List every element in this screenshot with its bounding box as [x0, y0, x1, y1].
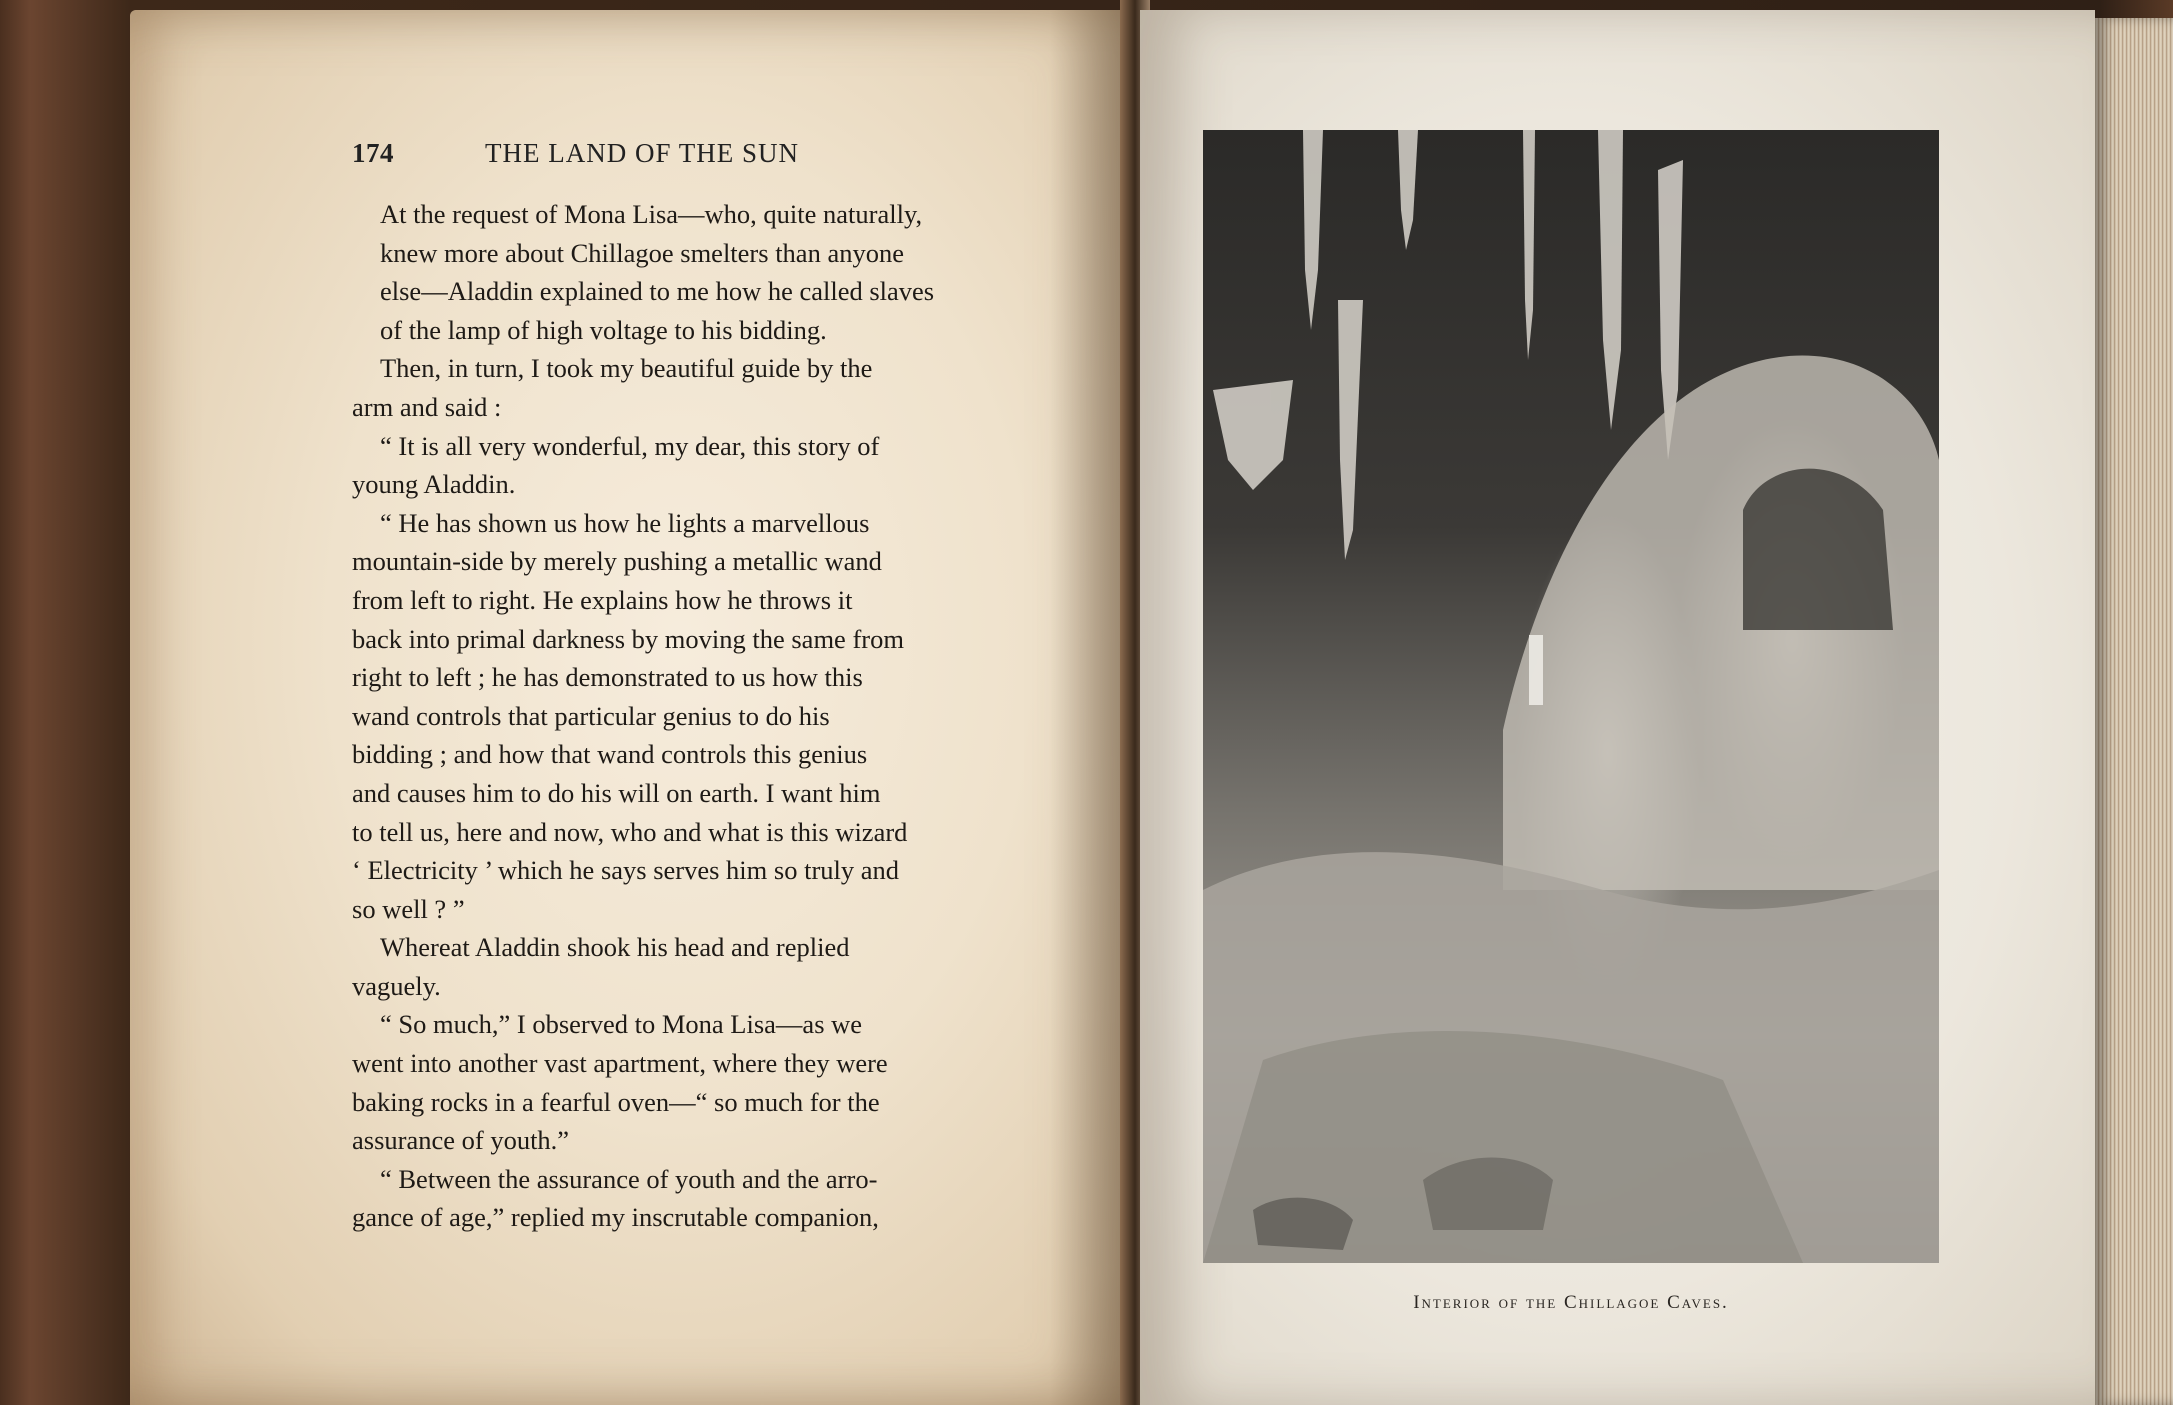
text-line: ‘ Electricity ’ which he says serves him so truly and	[352, 855, 900, 886]
text-line: so well ? ”	[352, 893, 465, 924]
text-line: baking rocks in a fearful oven—“ so much for the	[352, 1086, 880, 1117]
body-text	[352, 195, 1020, 1237]
text-line: from left to right. He explains how he throws it	[352, 584, 853, 615]
cave-photograph	[1203, 130, 1939, 1263]
paragraph	[352, 504, 1020, 929]
paragraph	[352, 928, 1020, 1005]
plate-caption: Interior of the Chillagoe Caves.	[1413, 1292, 1729, 1313]
paragraph	[352, 427, 1020, 504]
paragraph	[352, 1160, 1020, 1237]
page-edges	[2095, 18, 2173, 1405]
text-line: vaguely.	[352, 970, 441, 1001]
text-line: to tell us, here and now, who and what is this wizard	[352, 816, 908, 847]
text-line: arm and said :	[352, 391, 502, 422]
text-line: right to left ; he has demonstrated to us how this	[352, 662, 863, 693]
text-line: and causes him to do his will on earth. I want him	[352, 777, 881, 808]
text-line: “ Between the assurance of youth and the arro-	[380, 1163, 878, 1194]
text-line: went into another vast apartment, where they were	[352, 1048, 888, 1079]
text-line: At the request of Mona Lisa—who, quite naturally,	[380, 199, 923, 229]
paragraph	[352, 349, 1020, 426]
text-line: else—Aladdin explained to me how he called slaves	[380, 276, 935, 307]
text-line: bidding ; and how that wand controls this genius	[352, 739, 868, 770]
text-line: mountain-side by merely pushing a metallic wand	[352, 546, 882, 577]
text-line: assurance of youth.”	[352, 1125, 570, 1156]
page-number: 174	[352, 138, 394, 168]
text-line: “ It is all very wonderful, my dear, this story of	[380, 430, 880, 461]
paragraph	[352, 195, 1020, 349]
text-line: “ He has shown us how he lights a marvellous	[380, 507, 870, 538]
text-line: Whereat Aladdin shook his head and replied	[380, 932, 850, 963]
text-line: wand controls that particular genius to do his	[352, 700, 830, 731]
text-line: “ So much,” I observed to Mona Lisa—as we	[380, 1009, 863, 1040]
text-line: gance of age,” replied my inscrutable companion,	[352, 1202, 879, 1233]
text-line: of the lamp of high voltage to his bidding.	[380, 314, 827, 345]
text-line: young Aladdin.	[352, 469, 516, 500]
text-line: back into primal darkness by moving the same from	[352, 623, 904, 654]
text-line: knew more about Chillagoe smelters than anyone	[380, 237, 904, 268]
paragraph	[352, 1005, 1020, 1159]
running-title: THE LAND OF THE SUN	[485, 138, 799, 168]
text-line: Then, in turn, I took my beautiful guide by the	[380, 353, 873, 384]
